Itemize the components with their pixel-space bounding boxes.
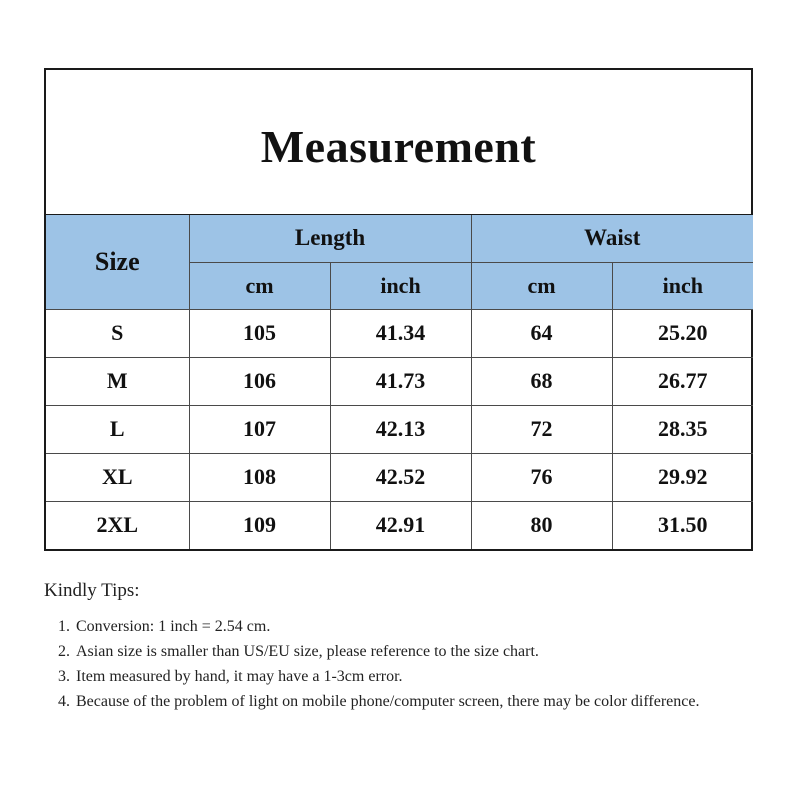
length-group-header: Length xyxy=(189,215,471,262)
table-row xyxy=(46,405,753,453)
tip-item: 4. Because of the problem of light on mobile phone/computer screen, there may be color difference. xyxy=(74,691,764,712)
title-area xyxy=(46,70,751,215)
waist-group-header: Waist xyxy=(471,215,753,262)
waist-cm-cell: 72 xyxy=(471,405,612,453)
waist-inch-cell: 26.77 xyxy=(612,357,753,405)
tips-heading: Kindly Tips: xyxy=(44,580,140,601)
size-cell: S xyxy=(46,309,189,357)
tip-item: 3. Item measured by hand, it may have a 1-3cm error. xyxy=(74,666,764,687)
length-inch-cell: 42.91 xyxy=(330,501,471,549)
waist-cm-cell: 80 xyxy=(471,501,612,549)
table-header xyxy=(46,215,753,309)
waist-inch-cell: 28.35 xyxy=(612,405,753,453)
waist-cm-cell: 64 xyxy=(471,309,612,357)
size-chart xyxy=(44,68,753,551)
length-inch-cell: 42.13 xyxy=(330,405,471,453)
table-body xyxy=(46,309,753,549)
table-row xyxy=(46,357,753,405)
table-row xyxy=(46,309,753,357)
waist-inch-header: inch xyxy=(612,262,753,309)
tip-item: 1. Conversion: 1 inch = 2.54 cm. xyxy=(74,616,764,637)
waist-cm-header: cm xyxy=(471,262,612,309)
length-cm-cell: 109 xyxy=(189,501,330,549)
length-inch-cell: 42.52 xyxy=(330,453,471,501)
waist-cm-cell: 68 xyxy=(471,357,612,405)
size-cell: M xyxy=(46,357,189,405)
waist-cm-cell: 76 xyxy=(471,453,612,501)
table-row xyxy=(46,501,753,549)
length-cm-cell: 105 xyxy=(189,309,330,357)
size-cell: L xyxy=(46,405,189,453)
length-inch-cell: 41.34 xyxy=(330,309,471,357)
length-inch-cell: 41.73 xyxy=(330,357,471,405)
length-cm-header: cm xyxy=(189,262,330,309)
tips-list xyxy=(44,616,764,712)
size-cell: XL xyxy=(46,453,189,501)
length-cm-cell: 108 xyxy=(189,453,330,501)
waist-inch-cell: 25.20 xyxy=(612,309,753,357)
length-cm-cell: 106 xyxy=(189,357,330,405)
length-cm-cell: 107 xyxy=(189,405,330,453)
chart-title: Measurement xyxy=(260,120,537,172)
size-column-header: Size xyxy=(46,215,189,309)
size-table xyxy=(46,215,753,549)
length-inch-header: inch xyxy=(330,262,471,309)
waist-inch-cell: 29.92 xyxy=(612,453,753,501)
table-row xyxy=(46,453,753,501)
kindly-tips xyxy=(44,580,764,716)
waist-inch-cell: 31.50 xyxy=(612,501,753,549)
size-cell: 2XL xyxy=(46,501,189,549)
tip-item: 2. Asian size is smaller than US/EU size, please reference to the size chart. xyxy=(74,641,764,662)
